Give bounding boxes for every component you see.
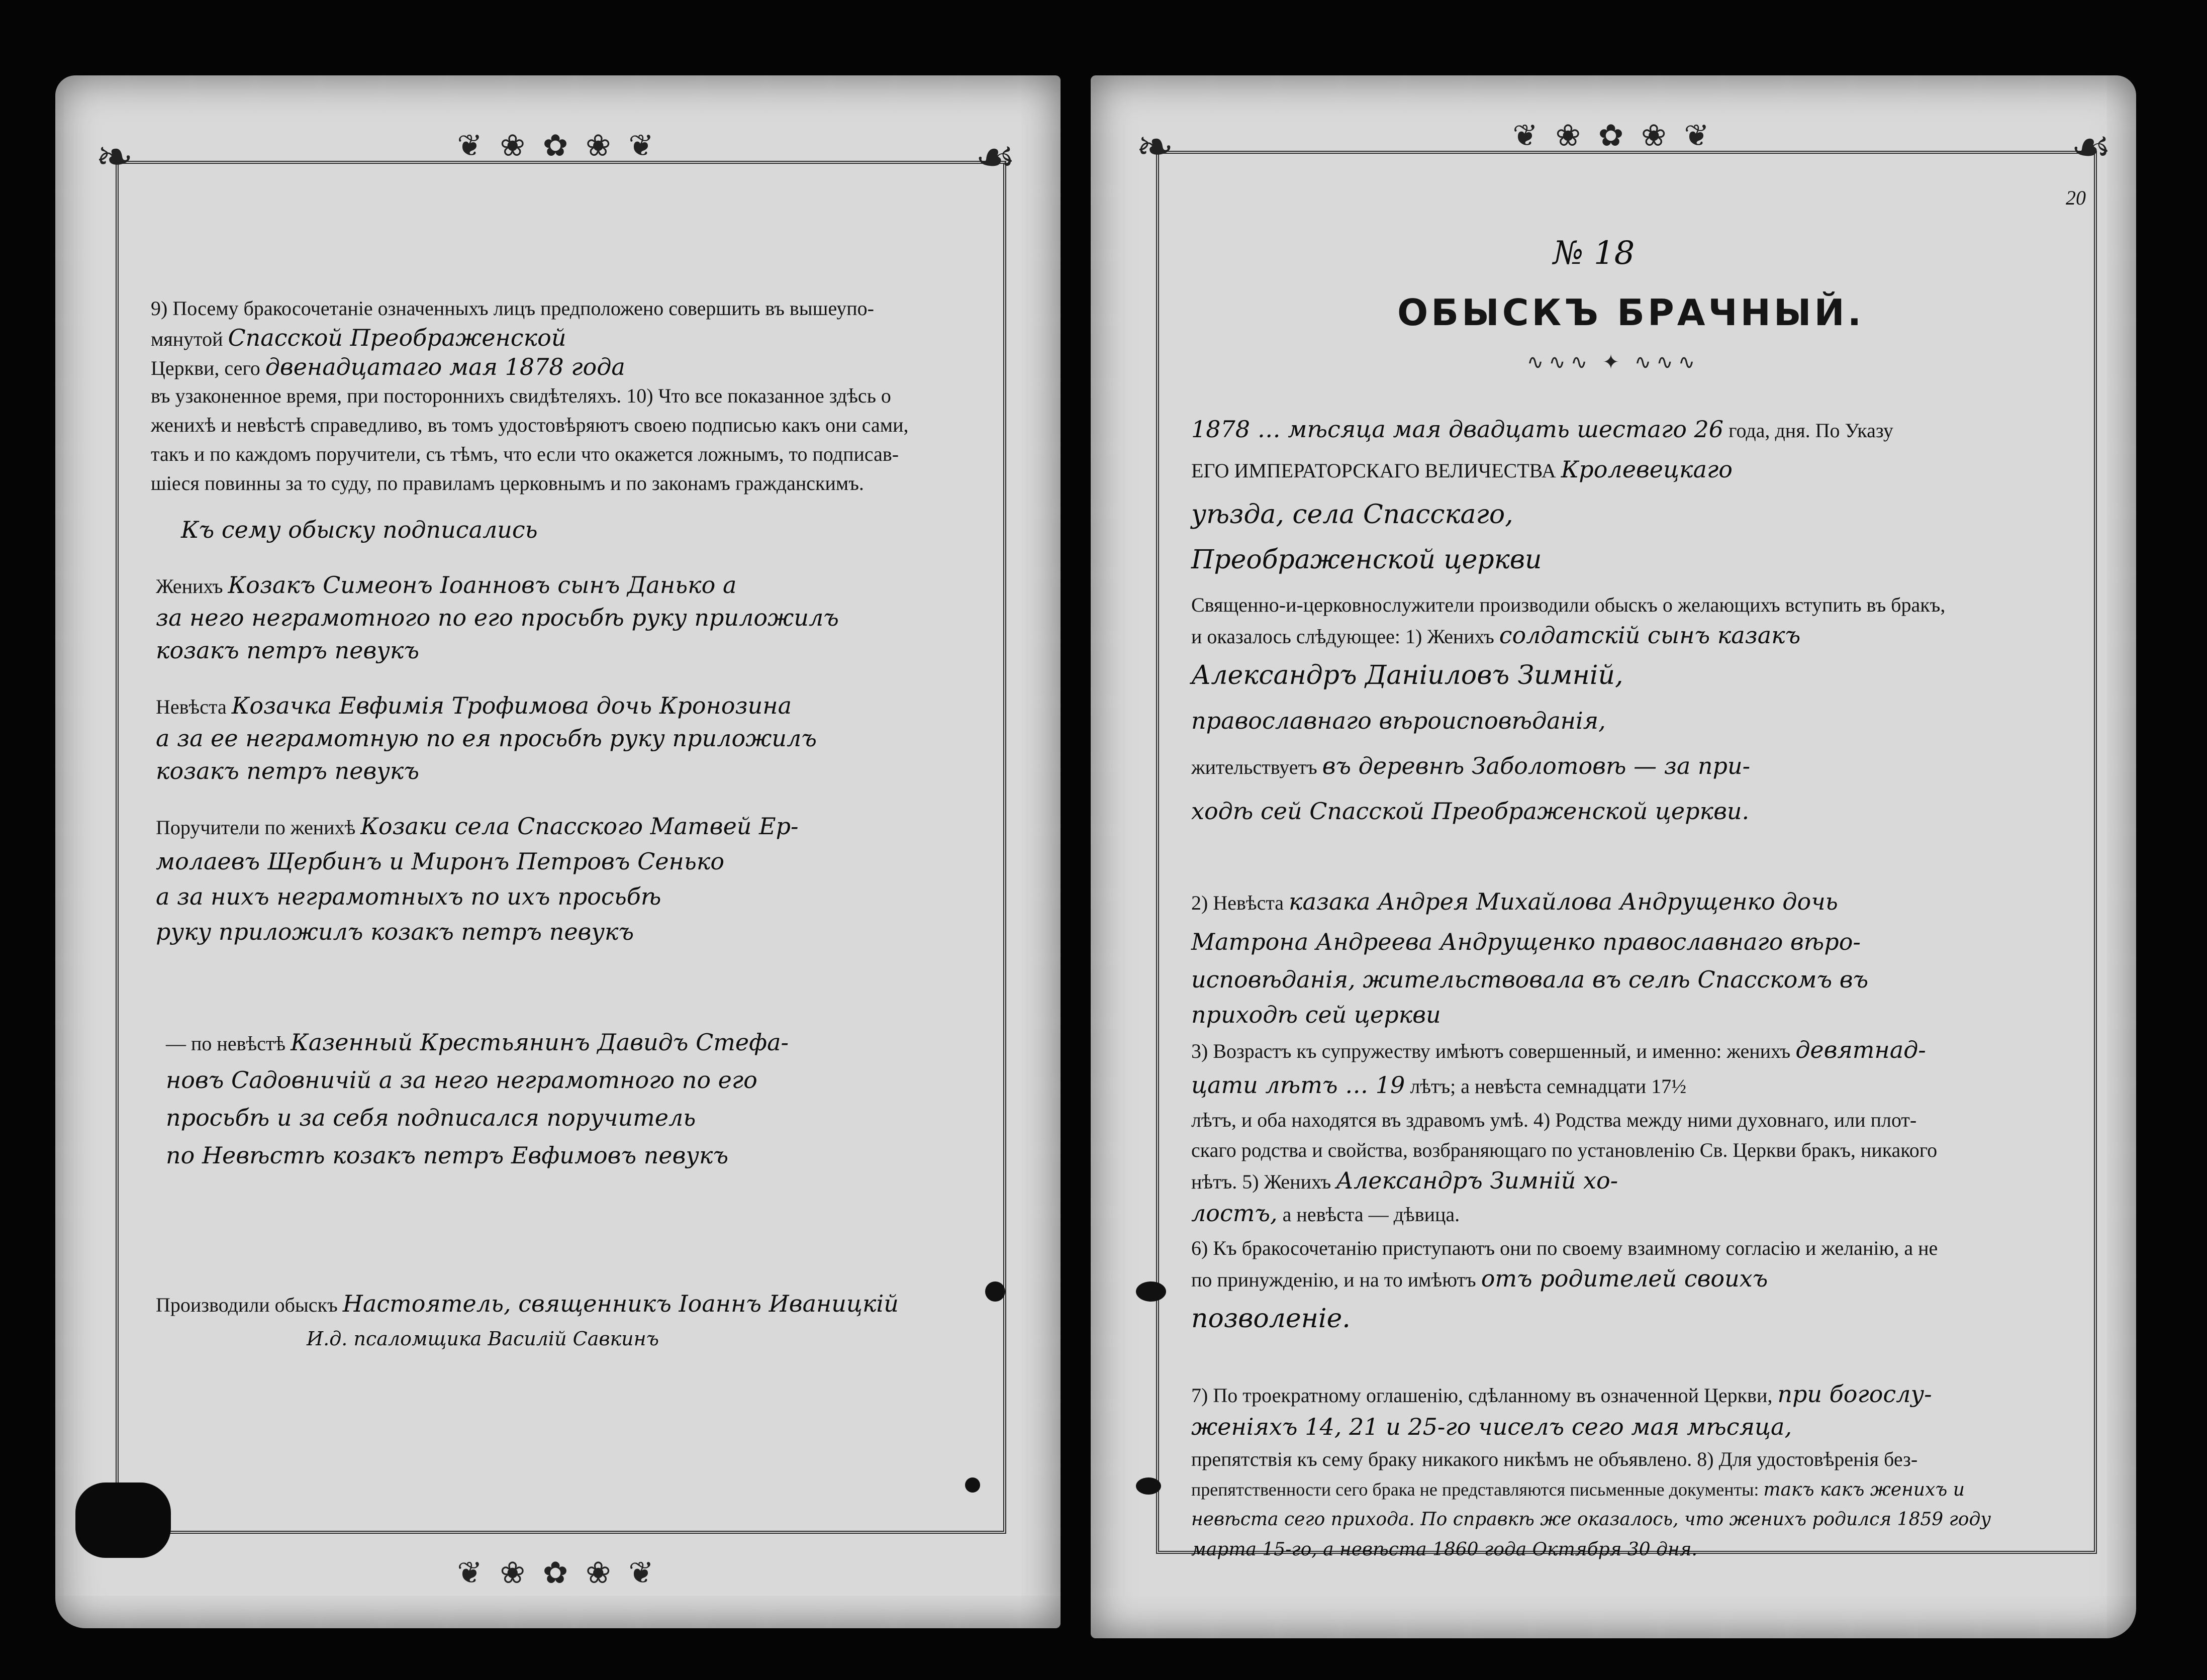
record-line-10: ходѣ сей Спасской Преображенской церкви. bbox=[1191, 798, 1750, 825]
bride-signature: Невѣста Козачка Евфимія Трофимова дочь Кронозина bbox=[156, 692, 792, 719]
left-top-ornament: ❦ ❀ ✿ ❀ ❦ bbox=[457, 129, 659, 162]
p9-line-3: Церкви, сего двенадцатаго мая 1878 года bbox=[151, 353, 625, 380]
bride-signature-line-2: а за ее неграмотную по ея просьбѣ руку приложилъ bbox=[156, 725, 817, 752]
record-line-2: ЕГО ИМПЕРАТОРСКАГО ВЕЛИЧЕСТВА Кролевецкаго bbox=[1191, 456, 1733, 483]
record-line-23: позволеніе. bbox=[1191, 1304, 1351, 1334]
record-line-19: нѣтъ. 5) Женихъ Александръ Зимній хо- bbox=[1191, 1167, 1618, 1194]
guarantors-bride-line-4: по Невѣстѣ козакъ петръ Евфимовъ певукъ bbox=[166, 1142, 729, 1169]
record-line-1: 1878 … мѣсяца мая двадцать шестаго 26 года, дня. По Указу bbox=[1191, 416, 1893, 443]
record-line-24: 7) По троекратному оглашенію, сдѣланному въ означенной Церкви, при богослу- bbox=[1191, 1380, 1932, 1408]
record-line-7: Александръ Даніиловъ Зимній, bbox=[1191, 660, 1623, 690]
right-right-corner-ornament-icon: ☙ bbox=[2071, 123, 2112, 172]
record-line-14: приходѣ сей церкви bbox=[1191, 1001, 1441, 1028]
ink-dot-icon bbox=[965, 1477, 980, 1493]
record-line-15: 3) Возрастъ къ супружеству имѣютъ совершенный, и именно: женихъ девятнад- bbox=[1191, 1036, 1926, 1063]
bride-signature-line-3: козакъ петръ певукъ bbox=[156, 757, 420, 784]
record-number: № 18 bbox=[1553, 235, 1635, 272]
record-line-11: 2) Невѣста казака Андрея Михайлова Андрущенко дочь bbox=[1191, 888, 1838, 915]
right-corner-ornament-icon: ☙ bbox=[975, 133, 1016, 182]
guarantors-bride-line-2: новъ Садовничій а за него неграмотного по его bbox=[166, 1066, 757, 1094]
p9-line-1: 9) Посему бракосочетаніе означенныхъ лицъ предположено совершить въ вышеупо- bbox=[151, 297, 874, 320]
record-line-18: скаго родства и свойства, возбраняющаго по установленію Св. Церкви бракъ, никакого bbox=[1191, 1139, 1938, 1161]
record-line-22: по принужденію, и на то имѣютъ отъ родителей своихъ bbox=[1191, 1265, 1768, 1292]
record-line-17: лѣтъ, и оба находятся въ здравомъ умѣ. 4) Родства между ними духовнаго, или плот- bbox=[1191, 1109, 1917, 1131]
p9-line-2: мянутой Спасской Преображенской bbox=[151, 324, 566, 351]
right-top-ornament: ❦ ❀ ✿ ❀ ❦ bbox=[1512, 119, 1714, 152]
guarantors-bride: — по невѣстѣ Казенный Крестьянинъ Давидъ Стефа- bbox=[166, 1029, 789, 1056]
record-line-9: жительствуетъ въ деревнѣ Заболотовѣ — за при- bbox=[1191, 752, 1751, 779]
left-page bbox=[55, 75, 1061, 1628]
left-corner-ornament-icon: ❧ bbox=[95, 133, 134, 182]
guarantors-groom: Поручители по женихѣ Козаки села Спасского Матвей Ер- bbox=[156, 813, 799, 840]
groom-signature-line-3: козакъ петръ певукъ bbox=[156, 637, 420, 664]
record-line-5: Священно-и-церковнослужители производили обыскъ о желающихъ вступить въ бракъ, bbox=[1191, 594, 1946, 616]
search-performed-by: Производили обыскъ Настоятель, священникъ Іоаннъ Иваницкій bbox=[156, 1290, 899, 1317]
record-line-12: Матрона Андреева Андрущенко православнаго вѣро- bbox=[1191, 928, 1861, 955]
p9-line-4: въ узаконенное время, при постороннихъ свидѣтеляхъ. 10) Что все показанное здѣсь о bbox=[151, 384, 891, 407]
record-line-8: православнаго вѣроисповѣданія, bbox=[1191, 707, 1606, 734]
record-line-26: препятствія къ сему браку никакого никѣмъ не объявлено. 8) Для удостовѣренія без- bbox=[1191, 1448, 1918, 1470]
record-line-4: Преображенской церкви bbox=[1191, 545, 1542, 575]
right-page bbox=[1091, 75, 2136, 1638]
record-line-6: и оказалось слѣдующее: 1) Женихъ солдатскій сынъ казакъ bbox=[1191, 622, 1801, 649]
p9-line-7: шіеся повинны за то суду, по правиламъ церковнымъ и по законамъ гражданскимъ. bbox=[151, 472, 864, 495]
psalmist-signature: И.д. псаломщика Василій Савкинъ bbox=[307, 1328, 659, 1350]
guarantors-groom-line-4: руку приложилъ козакъ петръ певукъ bbox=[156, 918, 634, 945]
page-number: 20 bbox=[2066, 186, 2086, 209]
guarantors-bride-line-3: просьбѣ и за себя подписался поручитель bbox=[166, 1104, 696, 1131]
groom-signature: Женихъ Козакъ Симеонъ Іоанновъ сынъ Данько а bbox=[156, 571, 737, 599]
title-ornament: ∿∿∿ ✦ ∿∿∿ bbox=[1526, 350, 1700, 373]
guarantors-groom-line-2: молаевъ Щербинъ и Миронъ Петровъ Сенько bbox=[156, 848, 725, 875]
record-line-3: уѣзда, села Спасскаго, bbox=[1191, 500, 1513, 530]
signed-heading: Къ сему обыску подписались bbox=[181, 516, 538, 543]
left-bottom-ornament: ❦ ❀ ✿ ❀ ❦ bbox=[457, 1556, 659, 1590]
groom-signature-line-2: за него неграмотного по его просьбѣ руку приложилъ bbox=[156, 604, 839, 631]
record-line-29: марта 15-го, а невѣста 1860 года Октября 30 дня. bbox=[1191, 1539, 1697, 1560]
record-line-20: лостъ, а невѣста — дѣвица. bbox=[1191, 1200, 1460, 1227]
guarantors-groom-line-3: а за нихъ неграмотныхъ по ихъ просьбѣ bbox=[156, 883, 661, 910]
right-left-corner-ornament-icon: ❧ bbox=[1136, 123, 1174, 172]
ink-blot-icon bbox=[1136, 1477, 1161, 1495]
p9-line-5: женихѣ и невѣстѣ справедливо, въ томъ удостовѣряютъ своею подписью какъ они сами, bbox=[151, 414, 909, 436]
record-line-13: исповѣданія, жительствовала въ селѣ Спасскомъ въ bbox=[1191, 966, 1869, 993]
p9-line-6: такъ и по каждомъ поручители, съ тѣмъ, что если что окажется ложнымъ, то подписав- bbox=[151, 443, 899, 465]
thumb-silhouette bbox=[75, 1483, 171, 1558]
ink-blot-icon bbox=[1136, 1281, 1166, 1302]
record-line-21: 6) Къ бракосочетанію приступаютъ они по своему взаимному согласію и желанію, а не bbox=[1191, 1237, 1938, 1259]
page-title: ОБЫСКЪ БРАЧНЫЙ. bbox=[1397, 291, 1865, 334]
record-line-16: цати лѣтъ … 19 лѣтъ; а невѣста семнадцати 17½ bbox=[1191, 1071, 1687, 1099]
record-line-28: невѣста сего прихода. По справкѣ же оказалось, что женихъ родился 1859 году bbox=[1191, 1509, 1991, 1530]
ink-blot-icon bbox=[985, 1281, 1005, 1302]
record-line-25: женіяхъ 14, 21 и 25-го чиселъ сего мая мѣсяца, bbox=[1191, 1413, 1792, 1440]
record-line-27: препятственности сего брака не представляются письменные документы: такъ какъ женихъ и bbox=[1191, 1479, 1965, 1500]
